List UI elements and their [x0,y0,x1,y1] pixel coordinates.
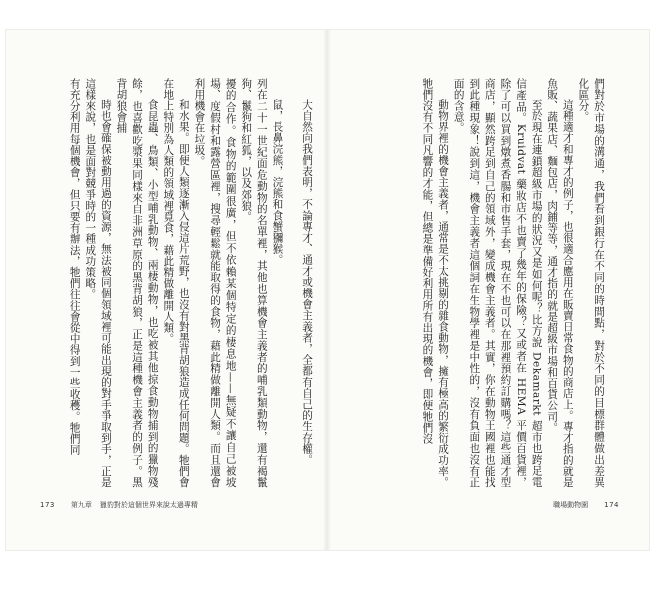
book-gutter [323,30,331,550]
left-paragraph-2: 鼠，長鼻浣熊，浣熊和食蟹獼猴。 [271,99,284,266]
left-paragraph-4: 擾的合作。食物的範圍很廣，但不依賴某個特定的棲息地——無疑不讓自己被坡場、度假村和露營區裡，搜尋輕鬆就能取得的食物，藉此精做離開人類。而且還會利用機會在垃圾。 [193,78,237,488]
right-page-number: 174 [604,501,619,509]
left-paragraph-5: 和水果。即便人類逐漸入侵這片荒野，也沒有對黑背胡狼造成任何問題。牠們會在地上特別為人類的領域裡覓食，藉此精做離開人類。 [162,78,190,488]
right-paragraph-1: 們對於市場的溝通，我們看到銀行在不同的時間點，對於不同的目標群體做出差異化區分。 [577,78,605,488]
left-paragraph-1: 大自然向我們表明，不論專才、通才或機會主義者，全都有自己的生存權。 [301,99,313,466]
left-paragraph-8: 有充分利用每個機會，但只要有辦法，牠們往往會從中得到一些收穫。牠們同 [68,78,81,456]
left-chapter-label: 第九章 [70,501,92,509]
left-paragraph-6: 食昆蟲、鳥類、小型哺乳動物、兩棲動物，也吃被其他掠食動物捕到的獵物殘餘，也喜歡吃漿果同樣來自非洲草原的黑背胡狼，正是這種機會主義者的例子。黑背胡狼會捕 [115,78,159,488]
right-running-head: 職場動物園 [553,501,589,509]
left-running-head: 獵豹對於這個世界來說太過專精 [99,501,198,509]
right-page-body [338,78,606,488]
left-paragraph-3: 列在二十一世紀面危動物的名單裡，其他也算機會主義者的哺乳類動物，還有褐鬣狗、鬣狗和紅狐，以及郊狼。 [240,78,268,488]
left-page-footer [40,500,198,510]
right-paragraph-2: 這種適才和專才的例子，也很適合應用在販賣日常食物的商店上。專才指的就是魚販、蔬果店、麵包店，肉鋪等等，通才指的就是超級市場和百貨公司。 [546,78,574,488]
right-page-footer [553,500,619,510]
left-page-number: 173 [40,501,55,509]
left-paragraph-7: 時也會確保被動用過的資源，無法被同個領域裡可能出現的對手爭取到手，正是這樣來說，也是面對競爭時的一種成功策略。 [84,78,112,488]
right-paragraph-4: 動物界裡的機會主義者，通常是不太挑剔的雜食動物，擁有極高的繁衍成功率。牠們沒有不同凡響的才能，但總是準備好利用所有出現的機會，即便牠們沒 [421,78,450,488]
right-paragraph-3: 至於現在連鎖超級市場的狀況又是如何呢？比方說 Dekamarkt 超市也跨足電信產品。Kruidvat 藥妝店不也賣了幾年的保險？又或者在 HEMA 平價百貨裡，除了可以買到燉煮香腸和市售手套，現在不也可以在那裡預約訂購嗎？這些通才型商店，顯然跨足到自己的領域外，變成機會主義者。其實，你在動物王國裡也能找到此種現象！說到這，機會主義者這個詞在生物學裡是中性的，沒有負面也沒有正面的含意。 [452,78,543,488]
left-page-body [54,78,314,488]
